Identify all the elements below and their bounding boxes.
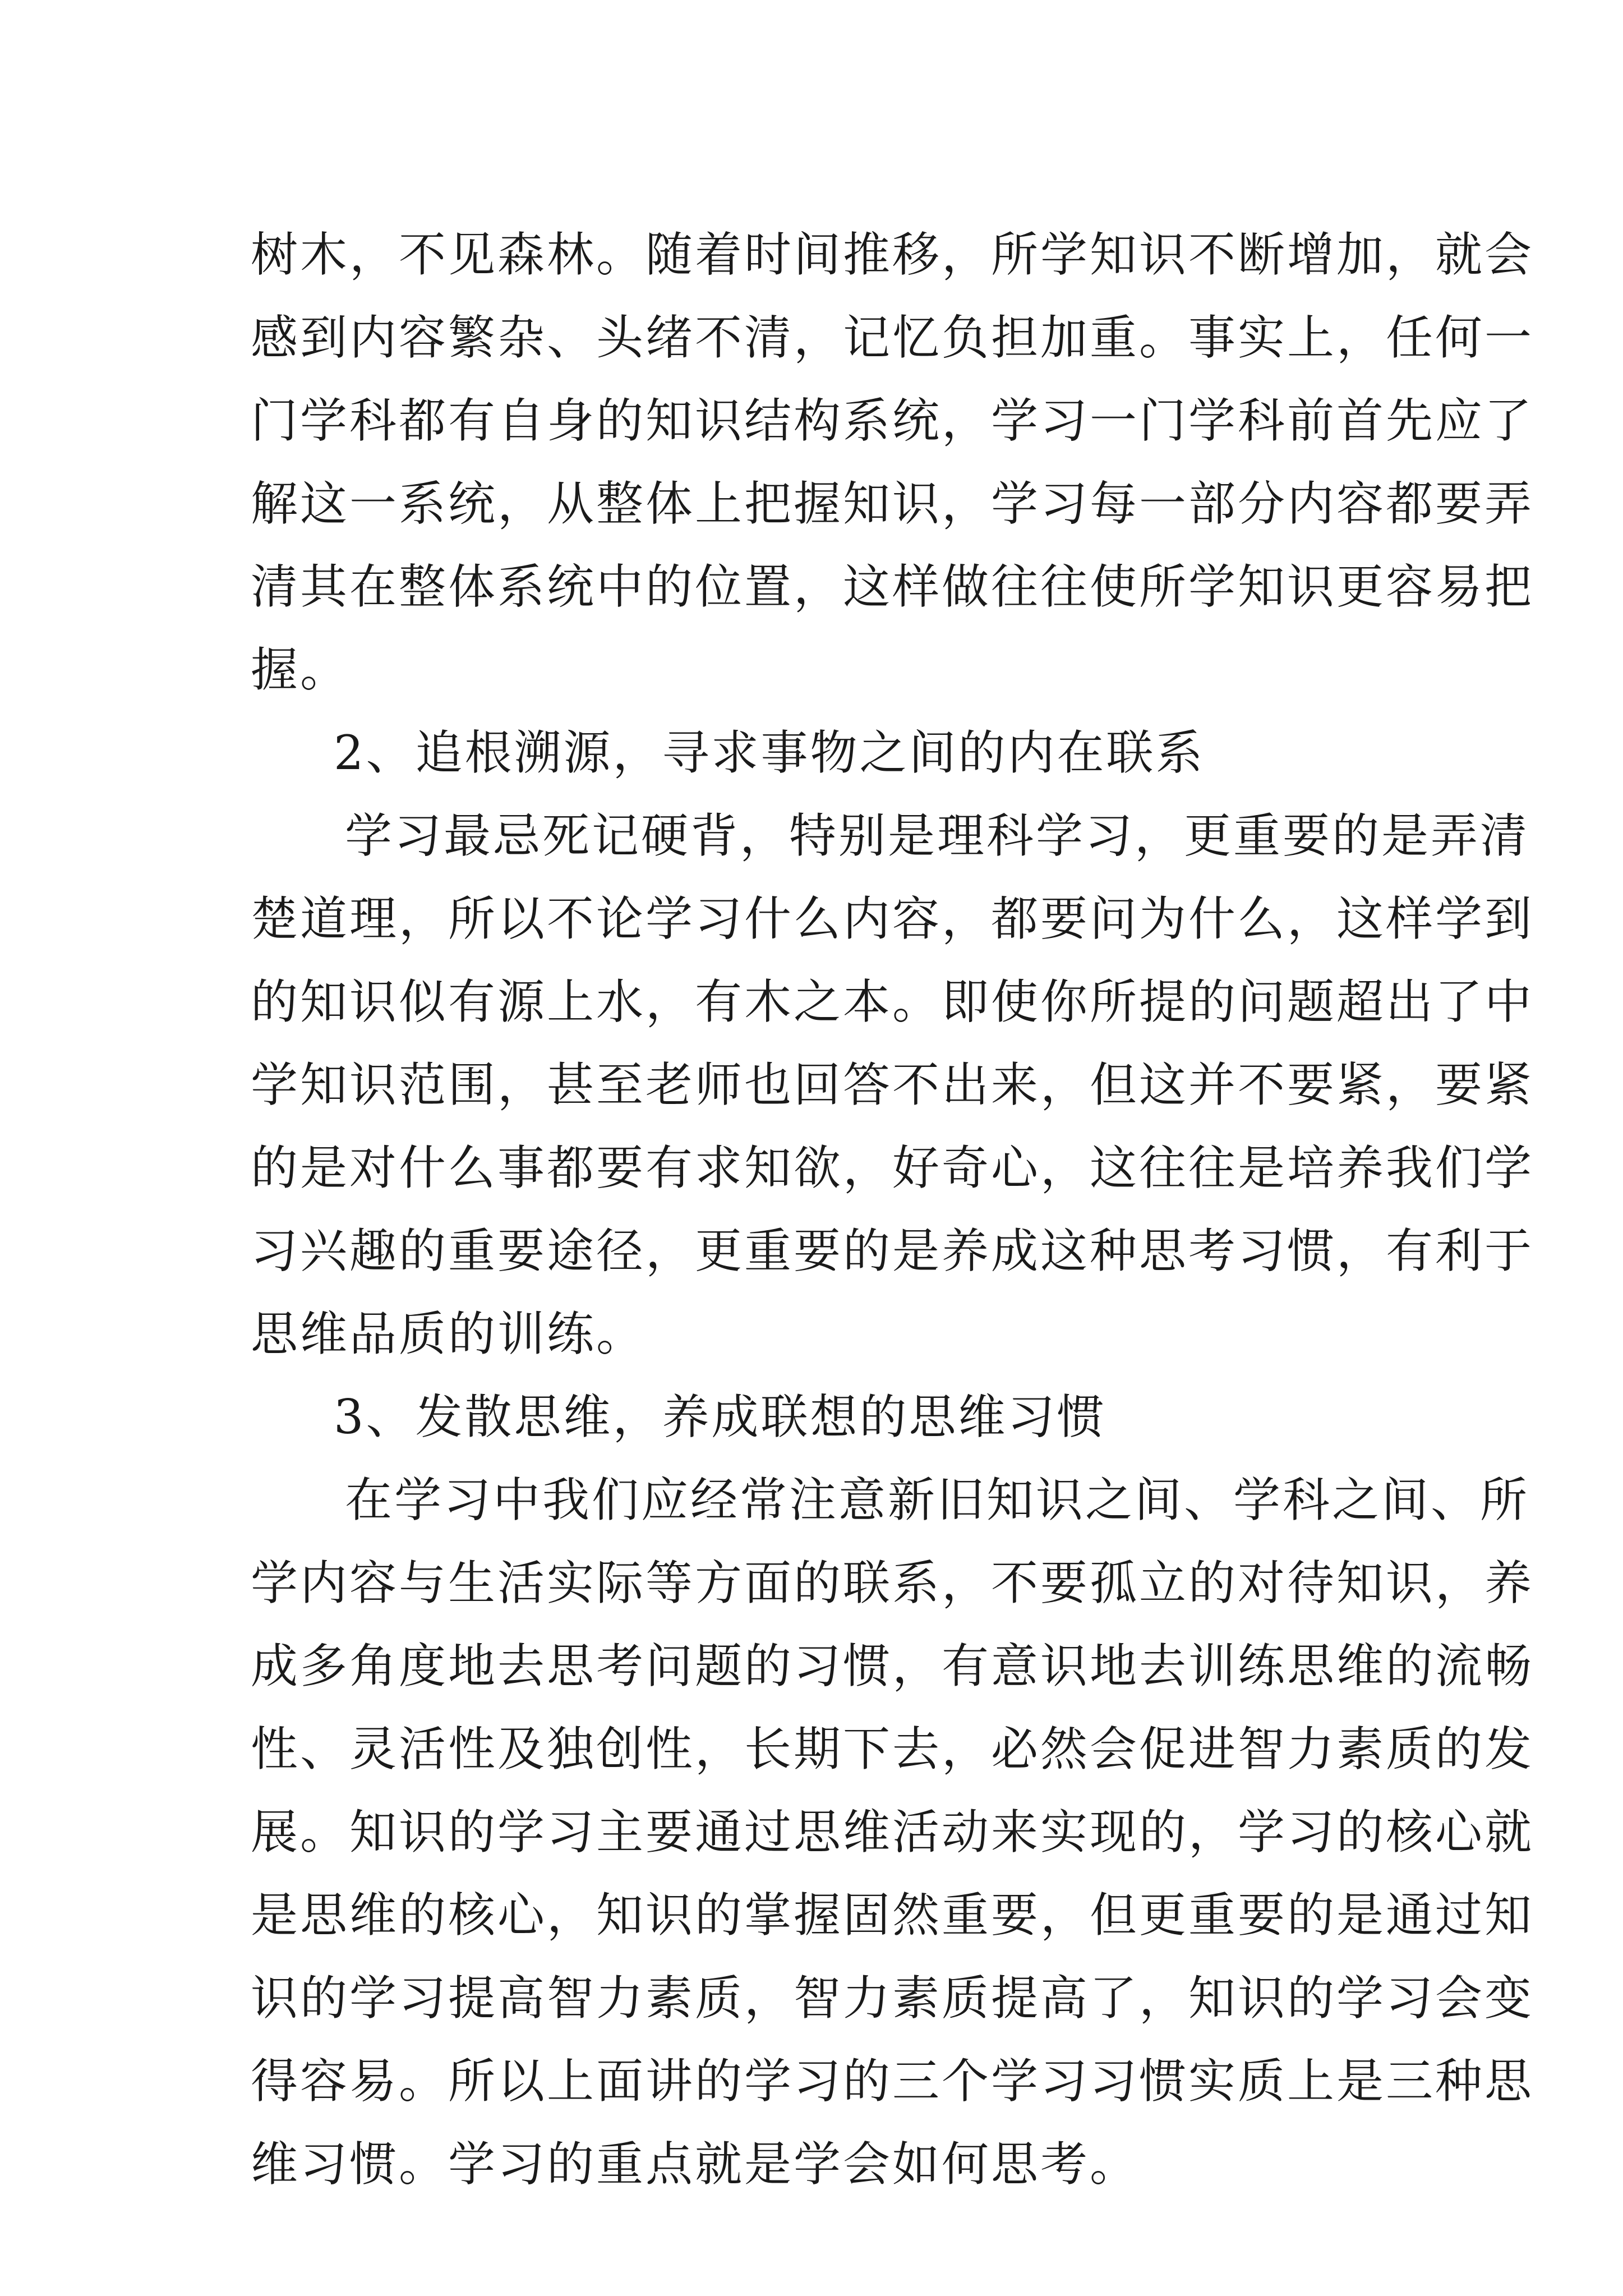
text-line: 门学科都有自身的知识结构系统，学习一门学科前首先应了 [251,393,1534,448]
text-line: 学习最忌死记硬背，特别是理科学习，更重要的是弄清 [345,808,1530,863]
text-line: 性、灵活性及独创性，长期下去，必然会促进智力素质的发 [251,1722,1534,1777]
section-heading: 2、追根溯源，寻求事物之间的内在联系 [334,725,1205,780]
text-line: 得容易。所以上面讲的学习的三个学习习惯实质上是三种思 [251,2054,1534,2109]
text-line: 展。知识的学习主要通过思维活动来实现的，学习的核心就 [251,1805,1534,1860]
text-line: 是思维的核心，知识的掌握固然重要，但更重要的是通过知 [251,1888,1534,1943]
text-line: 的是对什么事都要有求知欲，好奇心，这往往是培养我们学 [251,1140,1534,1195]
text-line: 楚道理，所以不论学习什么内容，都要问为什么，这样学到 [251,891,1534,946]
text-line: 握。 [251,642,350,697]
text-line: 清其在整体系统中的位置，这样做往往使所学知识更容易把 [251,559,1534,614]
text-line: 识的学习提高智力素质，智力素质提高了，知识的学习会变 [251,1971,1534,2026]
body-text [251,213,1534,2206]
text-line: 的知识似有源上水，有木之本。即使你所提的问题超出了中 [251,974,1534,1029]
text-line: 习兴趣的重要途径，更重要的是养成这种思考习惯，有利于 [251,1223,1534,1278]
text-line: 维习惯。学习的重点就是学会如何思考。 [251,2137,1140,2192]
text-line: 思维品质的训练。 [251,1306,646,1361]
text-line: 解这一系统，从整体上把握知识，学习每一部分内容都要弄 [251,476,1534,531]
text-line: 树木，不见森林。随着时间推移，所学知识不断增加，就会 [251,227,1534,282]
text-line: 成多角度地去思考问题的习惯，有意识地去训练思维的流畅 [251,1639,1534,1694]
text-line: 在学习中我们应经常注意新旧知识之间、学科之间、所 [345,1473,1530,1527]
text-line: 学知识范围，甚至老师也回答不出来，但这并不要紧，要紧 [251,1057,1534,1112]
section-heading: 3、发散思维，养成联想的思维习惯 [334,1389,1106,1444]
text-line: 学内容与生活实际等方面的联系，不要孤立的对待知识，养 [251,1556,1534,1611]
text-line: 感到内容繁杂、头绪不清，记忆负担加重。事实上，任何一 [251,310,1534,365]
